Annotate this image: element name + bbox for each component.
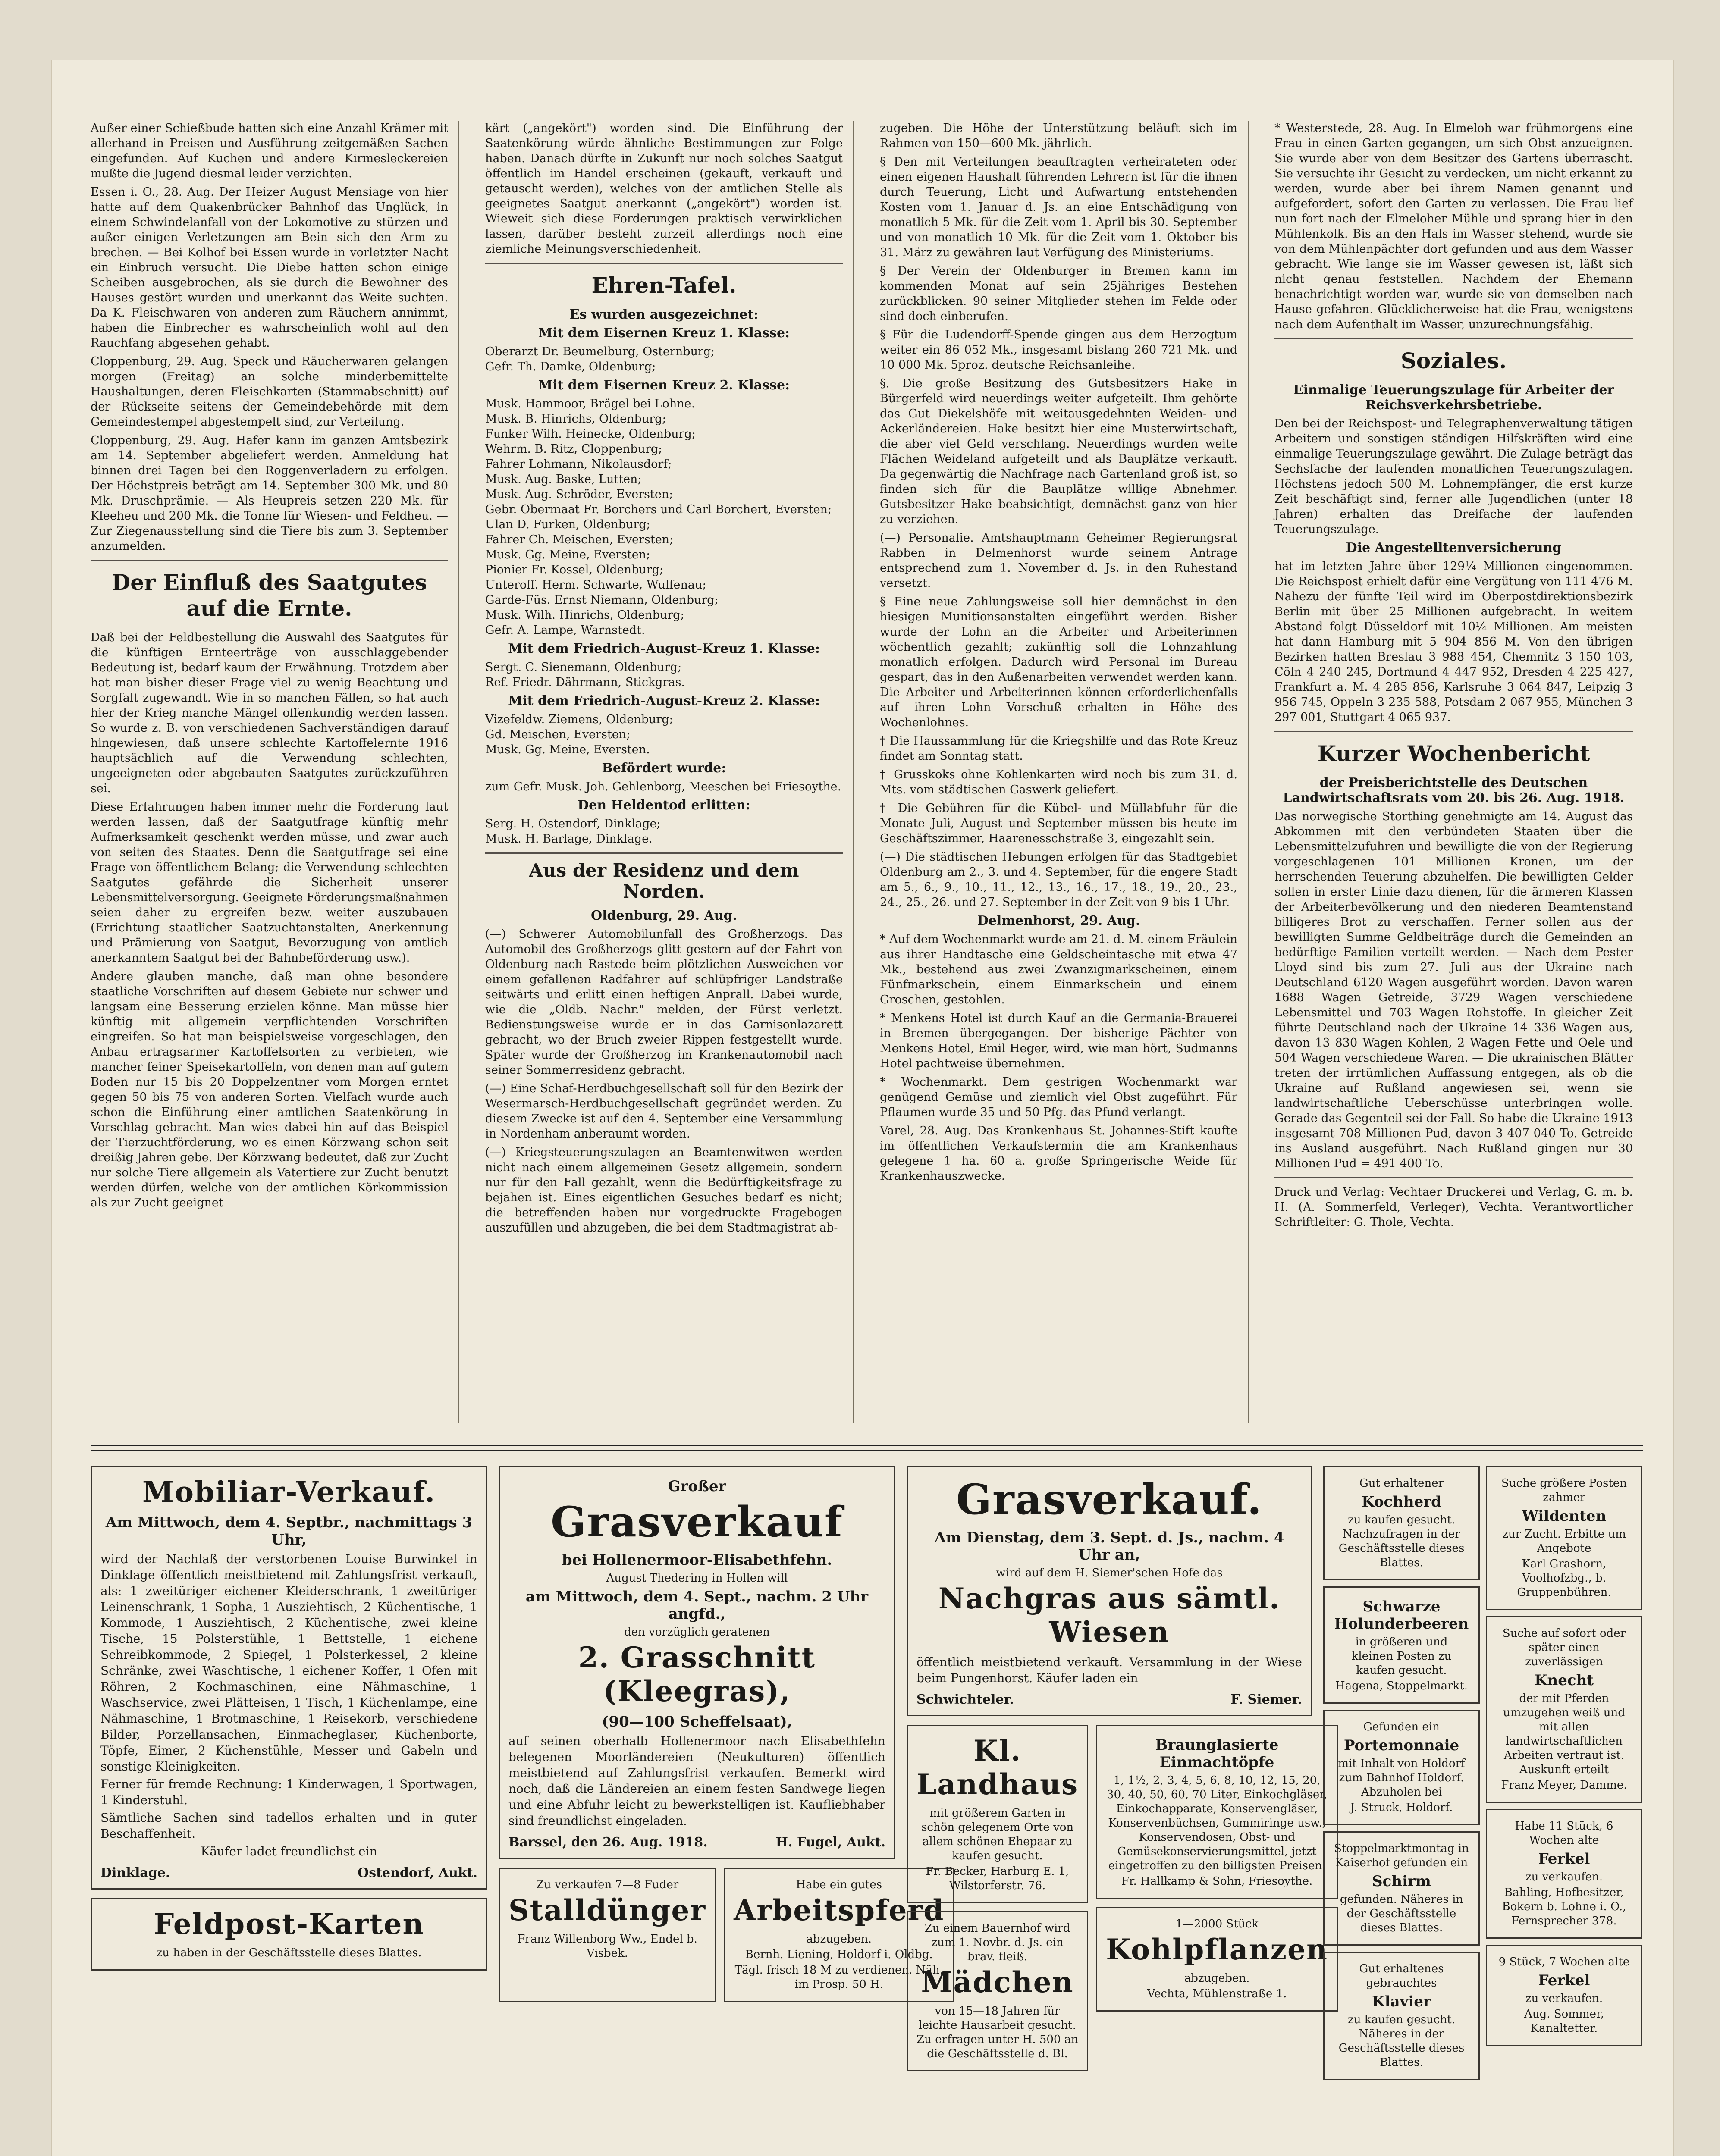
- ad-title: Knecht: [1534, 1672, 1594, 1689]
- ad-advertiser: Karl Grashorn, Voolhofzbg., b. Gruppenbühren.: [1517, 1557, 1611, 1599]
- ad-title: Grasverkauf: [550, 1498, 844, 1546]
- honor-entry: Fahrer Ch. Meischen, Eversten;: [485, 533, 674, 546]
- article-paragraph: zugeben. Die Höhe der Unterstützung beläuft sich im Rahmen von 150—600 Mk. jährlich.: [880, 122, 1237, 150]
- newspaper-page: [52, 60, 1673, 2156]
- ad-title: Braunglasierte Einmachtöpfe: [1155, 1736, 1279, 1771]
- ad-place: Schwichteler.: [916, 1692, 1014, 1707]
- ad-text: auf seinen oberhalb Hollenermoor nach Elisabethfehn belegenen Moorländereien (Neukulturen) öffentlich meistbietend auf Zahlungsfrist verkaufen. Bemerkt wird noch, daß die Ländereien an einem festen Sandwege liegen und eine Abfuhr leicht zu bewerkstelligen ist. Kaufliebhaber sind freundlichst eingeladen.: [508, 1734, 885, 1828]
- honor-entry: Garde-Füs. Ernst Niemann, Oldenburg;: [485, 593, 719, 607]
- article-paragraph: § Den mit Verteilungen beauftragten verheirateten oder einen eigenen Haushalt führenden Lehrern ist für die ihnen durch Teuerung, Licht und Aufwartung entstehenden Kosten vom 1. Januar d. Js. an eine Entschädigung von monatlich 5 Mk. für die Zeit vom 1. April bis 30. September und von monatlich 10 Mk. für die Zeit vom 1. Oktober bis 31. März zu gewähren laut Verfügung des Ministeriums.: [880, 155, 1237, 259]
- ad-pretitle: Großer: [668, 1478, 726, 1495]
- ad-text: zu verkaufen.: [1525, 1992, 1603, 2005]
- ad-title: Schwarze Holunderbeeren: [1334, 1598, 1469, 1633]
- ad-pretitle: Habe 11 Stück, 6 Wochen alte: [1515, 1820, 1613, 1847]
- ad-date: Am Mittwoch, dem 4. Septbr., nachmittags 3 Uhr,: [105, 1514, 473, 1548]
- honor-entry: Wehrm. B. Ritz, Cloppenburg;: [485, 442, 662, 456]
- ad-highlight: 2. Grasschnitt (Kleegras),: [578, 1641, 816, 1708]
- ad-date: am Mittwoch, dem 4. Sept., nachm. 2 Uhr angfd.,: [525, 1588, 869, 1623]
- divider: [485, 263, 843, 264]
- honor-entry: Gefr. A. Lampe, Warnstedt.: [485, 624, 645, 637]
- article-paragraph: Den bei der Reichspost- und Telegraphenverwaltung tätigen Arbeitern und sonstigen ständigen Hilfskräften wird eine einmalige Teuerungszulage gewährt. Die Zulage beträgt das Sechsfache der laufenden monatlichen Teuerungszulagen. Höchstens jedoch 500 M. Lohnempfänger, die erst kurze Zeit beschäftigt sind, ferner alle Jugendlichen (unter 18 Jahren) erhalten das Dreifache der laufenden Teuerungszulage.: [1274, 417, 1633, 536]
- dateline: Delmenhorst, 29. Aug.: [977, 913, 1140, 928]
- honor-subheading: Es wurden ausgezeichnet:: [569, 307, 759, 322]
- ad-pretitle: Gut erhaltenes gebrauchtes: [1359, 1962, 1444, 1990]
- article-paragraph: Varel, 28. Aug. Das Krankenhaus St. Johannes-Stift kaufte im öffentlichen Verkaufstermin die am Krankenhaus gelegene 1 ha. 60 a. große Springerische Weide für Krankenhauszwecke.: [880, 1124, 1237, 1183]
- honor-entry: Musk. Gg. Meine, Eversten;: [485, 548, 650, 561]
- ad-text: in größeren und kleinen Posten zu kaufen gesucht.: [1351, 1636, 1452, 1677]
- divider: [1274, 731, 1633, 732]
- ad-column-2: [499, 1466, 945, 2156]
- ad-pretitle: 9 Stück, 7 Wochen alte: [1498, 1955, 1630, 1968]
- ad-title: Portemonnaie: [1343, 1737, 1459, 1754]
- article-paragraph: * Menkens Hotel ist durch Kauf an die Germania-Brauerei in Bremen übergegangen. Der bisherige Pächter von Menkens Hotel, Emil Heger, wird, wie man hört, Sudmanns Hotel pachtweise übernehmen.: [880, 1012, 1237, 1070]
- ad-title: Feldpost-Karten: [154, 1907, 424, 1941]
- honor-entry: zum Gefr. Musk. Joh. Gehlenborg, Meeschen bei Friesoythe.: [485, 780, 841, 793]
- ad-ferkel-sommer: [1486, 1945, 1642, 2046]
- ad-maedchen: [907, 1911, 1088, 2071]
- article-paragraph: * Wochenmarkt. Dem gestrigen Wochenmarkt war genügend Gemüse und ziemlich viel Obst zugeführt. Für Pflaumen wurde 35 und 50 Pfg. das Pfund verlangt.: [880, 1075, 1237, 1119]
- article-paragraph: Außer einer Schießbude hatten sich eine Anzahl Krämer mit allerhand in Preisen und Ausführung zeitgemäßen Sachen eingefunden. Auf Kuchen und andere Kirmesleckereien mußte die Jugend diesmal leider verzichten.: [91, 122, 448, 180]
- ad-advertiser: Fr. Becker, Harburg E. 1, Wilstorferstr. 76.: [926, 1865, 1069, 1892]
- honor-entry: Sergt. C. Sienemann, Oldenburg;: [485, 661, 682, 674]
- honor-subheading: Mit dem Friedrich-August-Kreuz 2. Klasse:: [508, 693, 820, 708]
- ad-grasverkauf-hollenermoor: [499, 1466, 895, 1859]
- ad-schirm: [1323, 1831, 1480, 1946]
- ad-signature: [100, 1865, 477, 1880]
- ad-kochherd: [1323, 1466, 1480, 1580]
- divider: [91, 560, 448, 561]
- ad-signature: [916, 1692, 1302, 1707]
- article-paragraph: Essen i. O., 28. Aug. Der Heizer August Mensiage von hier hatte auf dem Quakenbrücker Bahnhof das Unglück, in einem Schwindelanfall von der Lokomotive zu stürzen und außer einigen Verletzungen am Bein sich den Arm zu brechen. — Bei Kolhof bei Essen wurde in vorletzter Nacht ein Einbruch versucht. Die Diebe hatten schon einige Scheiben ausgebrochen, als sie durch die Bewohner des Hauses gestört wurden und unerkannt das Weite suchten. Da K. Fleischwaren von anderen zum Räuchern annimmt, haben die Einbrecher es wahrscheinlich wohl auf den Rauchfang abgesehen gehabt.: [91, 185, 448, 350]
- ad-stalldunger: [499, 1868, 716, 2002]
- ad-text: Zu einem Bauernhof wird zum 1. Novbr. d. Js. ein brav. fleiß.: [924, 1922, 1070, 1963]
- ad-title: Wildenten: [1522, 1507, 1607, 1525]
- honor-entry: Musk. Wilh. Hinrichs, Oldenburg;: [485, 608, 684, 622]
- ad-klavier: [1323, 1952, 1480, 2080]
- ad-title: Grasverkauf.: [956, 1475, 1263, 1524]
- article-heading: Der Einfluß des Saatgutes auf die Ernte.: [111, 570, 427, 621]
- ad-kohlpflanzen: [1096, 1907, 1338, 2012]
- ad-landhaus: [907, 1725, 1088, 1903]
- article-paragraph: * Auf dem Wochenmarkt wurde am 21. d. M. einem Fräulein aus ihrer Handtasche eine Geldscheintasche mit etwa 47 Mk., bestehend aus zwei Zwanzigmarkscheinen, einem Fünfmarkschein, einem Einmarkschein und einem Groschen, gestohlen.: [880, 933, 1237, 1006]
- ad-row: [1323, 1466, 1642, 2080]
- honor-entry: Musk. Aug. Baske, Lutten;: [485, 473, 642, 486]
- ad-pretitle: Suche größere Posten zahmer: [1501, 1477, 1627, 1504]
- ad-highlight: Nachgras aus sämtl. Wiesen: [938, 1582, 1281, 1649]
- column-4: [1274, 121, 1643, 1423]
- honor-entry: Serg. H. Ostendorf, Dinklage;: [485, 817, 661, 830]
- advertisements: [91, 1466, 1643, 2156]
- article-paragraph: (—) Kriegsteuerungszulagen an Beamtenwitwen werden nicht nach einem allgemeinen Gesetz allgemein, sondern nur für den Fall gezahlt, wenn die Bedürftigkeitsfrage zu bejahen ist. Eines eigentlichen Gesuches bedarf es nicht; die betreffenden haben nur vorgedruckte Fragebogen auszufüllen und abzugeben, die bei dem Stadtmagistrat ab-: [485, 1146, 843, 1235]
- ad-text: gefunden. Näheres in der Geschäftsstelle dieses Blattes.: [1340, 1893, 1463, 1934]
- ad-text: August Thedering in Hollen will: [606, 1572, 788, 1585]
- ad-text: zu verkaufen.: [1525, 1871, 1603, 1883]
- ad-pretitle: Stoppelmarktmontag in Kaiserhof gefunden ein: [1334, 1842, 1469, 1869]
- section-heading: Aus der Residenz und dem Norden.: [529, 860, 799, 902]
- ad-column-3: [907, 1466, 1328, 2156]
- article-paragraph: § Für die Ludendorff-Spende gingen aus dem Herzogtum weiter ein 86 052 Mk., insgesamt bislang 260 721 Mk. und 10 000 Mk. 5proz. deutsche Reichsanleihe.: [880, 328, 1237, 372]
- ad-title: Kochherd: [1362, 1493, 1441, 1510]
- ad-stack: [907, 1725, 1088, 2071]
- ad-text: wird der Nachlaß der verstorbenen Louise Burwinkel in Dinklage öffentlich meistbietend mit Zahlungsfrist verkauft, als: 1 zweitüriger eichener Kleiderschrank, 1 zweitüriger Leinenschrank, 1 Sopha, 1 Ausziehtisch, 2 Küchentische, 1 Kommode, 1 Ausziehtisch, 2 Küchentische, zwei kleine Tische, 15 Polsterstühle, 1 Bettstelle, 1 eichene Schreibkommode, 2 Spiegel, 1 Polsterkessel, 2 kleine Schränke, zwei Waschtische, 1 eichener Koffer, 1 Ofen mit Röhren, 2 Kochmaschinen, eine Nähmaschine, 1 Waschservice, zwei Plätteisen, 1 Tisch, 1 Küchenlampe, eine Nähmaschine, 1 Brotmaschine, 1 Reisekorb, verschiedene Bilder, Porzellansachen, Einmacheglaser, Küchenborte, Töpfe, Eimer, 2 Küchenstühle, Messer und Gabeln und sonstige Kleinigkeiten.: [100, 1552, 477, 1774]
- ad-text: der mit Pferden umzugehen weiß und mit allen landwirtschaftlichen Arbeiten vertraut ist. Auskunft erteilt: [1503, 1692, 1625, 1776]
- ad-advertiser: Aug. Sommer, Kanaltetter.: [1524, 2008, 1604, 2035]
- honor-entry: Musk. B. Hinrichs, Oldenburg;: [485, 412, 666, 426]
- honor-entry: Vizefeldw. Ziemens, Oldenburg;: [485, 713, 673, 726]
- article-paragraph: §. Die große Besitzung des Gutsbesitzers Hake in Bürgerfeld wird neuerdings weiter aufgeteilt. Ihm gehörte das Gut Diekelshöfe mit weitausgedehnten Weiden- und Ackerländereien. Hake besitzt hier eine Musterwirtschaft, die aber viel Geld verschlang. Neuerdings wurden weite Flächen Weideland aufgeteilt und als Bauplätze verkauft. Da gegenwärtig die Nachfrage nach Gartenland groß ist, so finden sich für die Bauplätze willige Abnehmer. Gutsbesitzer Hake beabsichtigt, demnächst ganz von hier zu verziehen.: [880, 377, 1237, 526]
- article-paragraph: Andere glauben manche, daß man ohne besondere staatliche Vorschriften auf diesem Gebiete nur schwer und langsam eine Besserung erzielen könne. Man müsse hier künftig mit allgemein verpflichtenden Vorschriften eingreifen. So hat man beispielsweise vorgeschlagen, den Anbau ertragsarmer Kartoffelsorten zu verbieten, wie mancher feiner Speisekartoffeln, von denen man auf gutem Boden nur 15 bis 20 Doppelzentner vom Morgen erntet gegen 50 bis 75 von anderen Sorten. Vielfach wurde auch schon die Einführung einer amtlichen Saatenkörung in Vorschlag gebracht. Man wies dabei hin auf das Beispiel der Tierzuchtförderung, wo es einen Körzwang schon seit dreißig Jahren gebe. Der Körzwang bedeutet, daß zur Zucht nur solche Tiere allgemein als Vatertiere zur Zucht benutzt werden dürfen, welche von der amtlichen Körkommission als zur Zucht geeignet: [91, 970, 448, 1210]
- ad-text: abzugeben.: [806, 1933, 872, 1946]
- divider: [485, 852, 843, 854]
- ad-title: Ferkel: [1538, 1850, 1590, 1868]
- honor-subheading: Mit dem Eisernen Kreuz 1. Klasse:: [538, 326, 790, 341]
- ad-text: Käufer ladet freundlichst ein: [201, 1844, 377, 1858]
- article-paragraph: † Die Haussammlung für die Kriegshilfe und das Rote Kreuz findet am Sonntag statt.: [880, 734, 1237, 763]
- article-paragraph: (—) Personalie. Amtshauptmann Geheimer Regierungsrat Rabben in Delmenhorst wurde seinem Antrage entsprechend zum 1. November d. Js. in den Ruhestand versetzt.: [880, 531, 1237, 590]
- honor-roll-heading: Ehren-Tafel.: [591, 273, 737, 298]
- ad-text: den vorzüglich geratenen: [624, 1626, 770, 1639]
- ad-stack: [1323, 1466, 1480, 2080]
- ad-advertiser: Fr. Hallkamp & Sohn, Friesoythe.: [1121, 1875, 1313, 1888]
- article-paragraph: Cloppenburg, 29. Aug. Speck und Räucherwaren gelangen morgen (Freitag) an solche minderbemittelte Haushaltungen, deren Fleischkarten (Stammabschnitt) auf der Rückseite seitens der Gemeindebehörde mit dem Gemeindestempel abgestempelt sind, zur Verteilung.: [91, 355, 448, 429]
- ad-mobiliar-verkauf: [91, 1466, 487, 1890]
- ad-advertiser: Franz Meyer, Damme.: [1501, 1779, 1627, 1792]
- ad-title: Arbeitspferd: [734, 1893, 945, 1927]
- ad-knecht: [1486, 1616, 1642, 1803]
- ad-title: Stalldünger: [508, 1893, 706, 1927]
- ad-advertiser: H. Fugel, Aukt.: [775, 1835, 885, 1850]
- ad-text: abzugeben.: [1184, 1972, 1250, 1985]
- honor-subheading: Mit dem Friedrich-August-Kreuz 1. Klasse:: [508, 641, 820, 656]
- ad-text: Sämtliche Sachen sind tadellos erhalten und in guter Beschaffenheit.: [100, 1811, 477, 1841]
- ad-title: Mädchen: [921, 1965, 1074, 1999]
- ad-pretitle: 1—2000 Stück: [1175, 1918, 1259, 1930]
- honor-entry: Oberarzt Dr. Beumelburg, Osternburg;: [485, 345, 715, 358]
- honor-entry: Fahrer Lohmann, Nikolausdorf;: [485, 458, 672, 471]
- article-paragraph: Cloppenburg, 29. Aug. Hafer kann im ganzen Amtsbezirk am 14. September abgeliefert werden. Anmeldung hat binnen drei Tagen bei den Roggenverladern zu erfolgen. Der Höchstpreis beträgt am 14. September 300 Mk. und 80 Mk. Druschprämie. — Als Heupreis setzen 220 Mk. für Kleeheu und 200 Mk. die Tonne für Wiesen- und Feldheu. — Zur Ziegenausstellung sind die Tiere bis zum 3. September anzumelden.: [91, 434, 448, 553]
- honor-entry: Musk. H. Barlage, Dinklage.: [485, 832, 653, 846]
- ad-text: von 15—18 Jahren für leichte Hausarbeit gesucht. Zu erfragen unter H. 500 an die Geschäftsstelle d. Bl.: [916, 2005, 1079, 2060]
- ad-place: Dinklage.: [100, 1865, 170, 1880]
- ad-dateline: Barssel, den 26. Aug. 1918.: [508, 1835, 708, 1850]
- honor-entry: Funker Wilh. Heinecke, Oldenburg;: [485, 427, 696, 441]
- ad-advertiser: Ostendorf, Aukt.: [358, 1865, 477, 1880]
- column-2: [485, 121, 854, 1423]
- article-paragraph: † Grusskoks ohne Kohlenkarten wird noch bis zum 31. d. Mts. vom städtischen Gaswerk geliefert.: [880, 768, 1237, 796]
- article-paragraph: (—) Eine Schaf-Herdbuchgesellschaft soll für den Bezirk der Wesermarsch-Herdbuchgesellschaft gegründet werden. Zu diesem Zwecke ist auf den 4. September eine Versammlung in Nordenham anberaumt worden.: [485, 1082, 843, 1141]
- ad-pretitle: Zu verkaufen 7—8 Fuder: [536, 1878, 679, 1891]
- ad-title: Kohlpflanzen: [1106, 1933, 1328, 1966]
- honor-entry: Ref. Friedr. Dährmann, Stickgras.: [485, 676, 685, 689]
- article-subheading: der Preisberichtstelle des Deutschen Landwirtschaftsrats vom 20. bis 26. Aug. 1918.: [1283, 775, 1625, 805]
- honor-entry: Pionier Fr. Kossel, Oldenburg;: [485, 563, 663, 577]
- ad-amount: (90—100 Scheffelsaat),: [602, 1713, 792, 1730]
- honor-entry: Gebr. Obermaat Fr. Borchers und Carl Borchert, Eversten;: [485, 503, 832, 516]
- article-paragraph: kärt („angekört") worden sind. Die Einführung der Saatenkörung würde ähnliche Bestimmungen zur Folge haben. Danach dürfte in Zukunft nur noch solches Saatgut öffentlich im Handel erscheinen (gekauft, verkauft und getauscht werden), welches von der amtlichen Stelle als geeignetes Saatgut anerkannt („angekört") worden ist. Wieweit sich diese Forderungen praktisch verwirklichen lassen, darüber besteht zurzeit allerdings noch eine ziemliche Meinungsverschiedenheit.: [485, 122, 843, 256]
- ad-advertiser: Bernh. Liening, Holdorf i. Oldbg.: [745, 1948, 933, 1961]
- ad-text: Tägl. frisch 18 M zu verdienen. Näh. im Prosp. 50 H.: [734, 1964, 943, 1991]
- honor-entry: Unteroff. Herm. Schwarte, Wulfenau;: [485, 578, 706, 592]
- ad-portemonnaie: [1323, 1710, 1480, 1825]
- ad-advertiser: Franz Willenborg Ww., Endel b. Visbek.: [517, 1933, 697, 1960]
- ad-pretitle: Gut erhaltener: [1359, 1477, 1444, 1490]
- ad-grasverkauf-siemer: [907, 1466, 1312, 1716]
- ad-pretitle: Suche auf sofort oder später einen zuverlässigen: [1502, 1627, 1626, 1668]
- article-paragraph: † Die Gebühren für die Kübel- und Müllabfuhr für die Monate Juli, August und September müssen bis heute im Geschäftszimmer, Haarenesschstraße 3, eingezahlt sein.: [880, 802, 1237, 845]
- honor-subheading: Den Heldentod erlitten:: [578, 798, 750, 813]
- ad-text: mit größerem Garten in schön gelegenem Orte von allem schönen Ehepaar zu kaufen gesucht.: [921, 1807, 1074, 1862]
- ad-signature: [508, 1835, 885, 1850]
- ad-title: Kl. Landhaus: [916, 1734, 1079, 1801]
- ad-place: bei Hollenermoor-Elisabethfehn.: [562, 1551, 832, 1569]
- ad-date: Am Dienstag, dem 3. Sept. d. Js., nachm. 4 Uhr an,: [934, 1529, 1284, 1564]
- ad-stack: [1486, 1466, 1642, 2080]
- ad-advertiser: Hagena, Stoppelmarkt.: [1335, 1680, 1468, 1692]
- article-subheading: Einmalige Teuerungszulage für Arbeiter der Reichsverkehrsbetriebe.: [1293, 382, 1614, 413]
- ad-wildenten: [1486, 1466, 1642, 1610]
- ad-column-4: [1323, 1466, 1642, 2156]
- honor-entry: Musk. Gg. Meine, Eversten.: [485, 743, 650, 756]
- section-heading: Soziales.: [1400, 348, 1507, 373]
- ad-column-1: [91, 1466, 487, 2156]
- article-paragraph: § Eine neue Zahlungsweise soll hier demnächst in den hiesigen Munitionsanstalten eingeführt werden. Bisher wurde der Lohn an die Arbeiter und Arbeiterinnen wöchentlich gezahlt; zukünftig soll die Lohnzahlung monatlich erfolgen. Dadurch wird Personal im Bureau gespart, das in den Außenarbeiten verwendet werden kann. Die Arbeiter und Arbeiterinnen können erforderlichenfalls auf ihren Lohn Vorschuß erhalten in Höhe des Wochenlohnes.: [880, 595, 1237, 729]
- article-paragraph: (—) Schwerer Automobilunfall des Großherzogs. Das Automobil des Großherzogs glitt gestern auf der Fahrt von Oldenburg nach Rastede beim plötzlichen Ausweichen vor einem gefallenen Radfahrer auf schlüpfriger Landstraße seitwärts und erlitt einen heftigen Anprall. Dabei wurde, wie die „Oldb. Nachr." melden, der Fürst verletzt. Bedienstungsweise wurde er in das Garnisonlazarett gebracht, wo der Bruch zweier Rippen festgestellt wurde. Später wurde der Großherzog im Krankenautomobil nach seiner Sommerresidenz gebracht.: [485, 928, 843, 1077]
- ad-text: Ferner für fremde Rechnung: 1 Kinderwagen, 1 Sportwagen, 1 Kinderstuhl.: [100, 1777, 477, 1807]
- imprint: Druck und Verlag: Vechtaer Druckerei und Verlag, G. m. b. H. (A. Sommerfeld, Verleger), Vechta. Verantwortlicher Schriftleiter: G. Thole, Vechta.: [1274, 1185, 1633, 1229]
- ad-title: Schirm: [1372, 1873, 1431, 1890]
- ad-text: 1, 1½, 2, 3, 4, 5, 6, 8, 10, 12, 15, 20, 30, 40, 50, 60, 70 Liter, Einkochgläser, Einkochapparate, Konservengläser, Konservenbüchsen, Gummiringe usw., Konservendosen, Obst- und Gemüsekonservierungsmittel, jetzt eingetroffen zu den billigsten Preisen.: [1107, 1774, 1328, 1872]
- ad-advertiser: Bahling, Hofbesitzer, Bokern b. Lohne i. O., Fernsprecher 378.: [1502, 1886, 1626, 1927]
- honor-subheading: Mit dem Eisernen Kreuz 2. Klasse:: [538, 378, 790, 393]
- ad-advertiser: J. Struck, Holdorf.: [1350, 1801, 1453, 1814]
- honor-subheading: Befördert wurde:: [602, 761, 726, 776]
- news-columns: [91, 121, 1643, 1423]
- ad-text: öffentlich meistbietend verkauft. Versammlung in der Wiese beim Pungenhorst. Käufer laden ein: [916, 1655, 1302, 1685]
- ad-advertiser: Vechta, Mühlenstraße 1.: [1147, 1987, 1287, 2000]
- ad-text: zu kaufen gesucht. Nachzufragen in der Geschäftsstelle dieses Blattes.: [1338, 1514, 1465, 1569]
- ad-advertiser: F. Siemer.: [1230, 1692, 1302, 1707]
- honor-entry: Gd. Meischen, Eversten;: [485, 728, 631, 741]
- ad-row: [499, 1868, 945, 2002]
- article-paragraph: Daß bei der Feldbestellung die Auswahl des Saatgutes für die künftigen Ernteerträge von ausschlaggebender Bedeutung ist, bedarf kaum der Erwähnung. Trotzdem aber hat man bisher dieser Frage viel zu wenig Beachtung und Sorgfalt zugewandt. Wie in so manchen Fällen, so hat auch hier der Krieg manche Mängel offenkundig werden lassen. So wurde z. B. von verschiedenen Sachverständigen darauf hingewiesen, daß unsere schlechte Kartoffelernte 1916 hauptsächlich auf die Verwendung schlechten, ungeeigneten oder abgebauten Saatgutes zurückzuführen sei.: [91, 631, 448, 795]
- ad-row: [907, 1725, 1328, 2071]
- divider: [1274, 338, 1633, 339]
- ad-einmachtopfe: [1096, 1725, 1338, 1899]
- honor-entry: Musk. Aug. Schröder, Eversten;: [485, 488, 673, 501]
- ad-text: mit Inhalt von Holdorf zum Bahnhof Holdorf. Abzuholen bei: [1338, 1757, 1465, 1799]
- article-paragraph: * Westerstede, 28. Aug. In Elmeloh war frühmorgens eine Frau in einen Garten gegangen, um sich Obst anzueignen. Sie wurde aber von dem Besitzer des Gartens überrascht. Sie versuchte ihr Gesicht zu verdecken, um nicht erkannt zu werden, wurde aber bei ihrem Namen genannt und aufgefordert, sofort den Garten zu verlassen. Die Frau lief nun fort nach der Elmeloher Mühle und sprang hier in den Mühlenkolk. Bis an den Hals im Wasser stehend, wurde sie von dem Mühlenpächter dort gefunden und aus dem Wasser gebracht. Wie lange sie im Wasser gewesen ist, läßt sich nicht genau feststellen. Nachdem der Ehemann benachrichtigt worden war, wurde sie von demselben nach Hause gefahren. Glücklicherweise hat die Frau, wenigstens nach dem Aufenthalt im Wasser, unzurechnungsfähig.: [1274, 122, 1633, 331]
- ad-title: Mobiliar-Verkauf.: [142, 1475, 436, 1509]
- ad-text: wird auf dem H. Siemer'schen Hofe das: [996, 1567, 1223, 1579]
- honor-entry: Musk. Hammoor, Brägel bei Lohne.: [485, 397, 695, 411]
- ad-pretitle: Habe ein gutes: [796, 1878, 882, 1891]
- ad-title: Ferkel: [1538, 1972, 1590, 1989]
- ad-text: zur Zucht. Erbitte um Angebote: [1502, 1528, 1626, 1555]
- column-3: [880, 121, 1249, 1423]
- article-paragraph: hat im letzten Jahre über 129¼ Millionen eingenommen. Die Reichspost erhielt dafür eine Vergütung von 111 476 M. Nahezu der fünfte Teil wird im Oberpostdirektionsbezirk Berlin mit über 25 Millionen aufgebracht. In weitem Abstand folgt Düsseldorf mit 10¼ Millionen. Am meisten hat dann Hamburg mit 5 904 856 M. Von den übrigen Bezirken hatten Breslau 3 988 454, Chemnitz 3 150 103, Cöln 4 240 245, Dortmund 4 447 952, Dresden 4 225 427, Frankfurt a. M. 4 285 856, Karlsruhe 3 064 847, Leipzig 3 956 745, Oppeln 3 235 588, Potsdam 2 067 955, München 3 297 001, Stuttgart 4 065 937.: [1274, 560, 1633, 724]
- article-paragraph: Diese Erfahrungen haben immer mehr die Forderung laut werden lassen, daß der Saatgutfrage künftig mehr Aufmerksamkeit geschenkt werden müsse, und zwar auch von seiten des Staates. Denn die Saatgutfrage sei eine Frage von öffentlichem Belang; die Verwendung schlechten Saatgutes gefährde die Sicherheit unserer Lebensmittelversorgung. Geeignete Förderungsmaßnahmen seien daher zu ergreifen bezw. weiter auszubauen (Errichtung staatlicher Saatzuchtanstalten, Anerkennung und Prämierung von Saatgut, Bevorzugung von amtlich anerkanntem Saatgut bei der Bahnbeförderung usw.).: [91, 800, 448, 965]
- ad-text: zu kaufen gesucht. Näheres in der Geschäftsstelle dieses Blattes.: [1338, 2013, 1465, 2069]
- ad-feldpost-karten: [91, 1898, 487, 1971]
- article-paragraph: § Der Verein der Oldenburger in Bremen kann im kommenden Monat auf sein 25jähriges Bestehen zurückblicken. 90 seiner Mitglieder stehen im Felde oder sind doch einberufen.: [880, 264, 1237, 323]
- ad-ferkel-bahling: [1486, 1809, 1642, 1939]
- article-subheading: Die Angestelltenversicherung: [1346, 540, 1562, 555]
- ad-title: Klavier: [1372, 1993, 1431, 2010]
- column-1: [91, 121, 459, 1423]
- ad-stack: [1096, 1725, 1338, 2071]
- article-paragraph: (—) Die städtischen Hebungen erfolgen für das Stadtgebiet Oldenburg am 2., 3. und 4. September, für die engere Stadt am 5., 6., 9., 10., 11., 12., 13., 16., 17., 18., 19., 20., 23., 24., 25., 26. und 27. September in der Zeit von 9 bis 1 Uhr.: [880, 850, 1237, 909]
- ads-divider: [91, 1445, 1643, 1451]
- ad-pretitle: Gefunden ein: [1363, 1720, 1440, 1733]
- article-paragraph: Das norwegische Storthing genehmigte am 14. August das Abkommen mit den verbündeten Staaten über die Lebensmittelzufuhren und bewilligte die von der Regierung vorgeschlagenen 101 Millionen Kronen, um der herrschenden Teuerung abzuhelfen. Die bewilligten Gelder sollen in erster Linie dazu dienen, für die ärmeren Klassen der Arbeiterbevölkerung und den niederen Beamtenstand billigeres Brot zu verschaffen. Ferner sollen aus der bewilligten Summe Geldbeiträge durch die Gemeinden an bedürftige Familien verteilt werden. — Nach dem Pester Lloyd sind bis zum 27. Juli aus der Ukraine nach Deutschland 6120 Wagen ausgeführt worden. Davon waren 1688 Wagen Getreide, 3729 Wagen verschiedene Lebensmittel und 703 Wagen Rohstoffe. In gleicher Zeit führte Deutschland nach der Ukraine 14 336 Wagen aus, davon 13 830 Wagen Kohlen, 2 Wagen Fette und Oele und 504 Wagen verschiedene Waren. — Die ukrainischen Blätter treten der irrtümlichen Auffassung entgegen, als ob die Ukraine auf Rußland angewiesen sei, wenn sie landwirtschaftliche Ueberschüsse unterbringen wolle. Gerade das Gegenteil sei der Fall. So habe die Ukraine 1913 insgesamt 708 Millionen Pud, davon 3 407 040 To. Getreide ins Ausland ausgeführt. Nach Rußland gingen nur 30 Millionen Pud = 491 400 To.: [1274, 810, 1633, 1170]
- section-heading: Kurzer Wochenbericht: [1317, 741, 1590, 766]
- honor-entry: Ulan D. Furken, Oldenburg;: [485, 518, 650, 531]
- ad-holunderbeeren: [1323, 1586, 1480, 1704]
- honor-entry: Gefr. Th. Damke, Oldenburg;: [485, 360, 656, 373]
- ad-text: zu haben in der Geschäftsstelle dieses Blattes.: [156, 1946, 422, 1959]
- divider: [1274, 1177, 1633, 1178]
- dateline: Oldenburg, 29. Aug.: [590, 908, 737, 923]
